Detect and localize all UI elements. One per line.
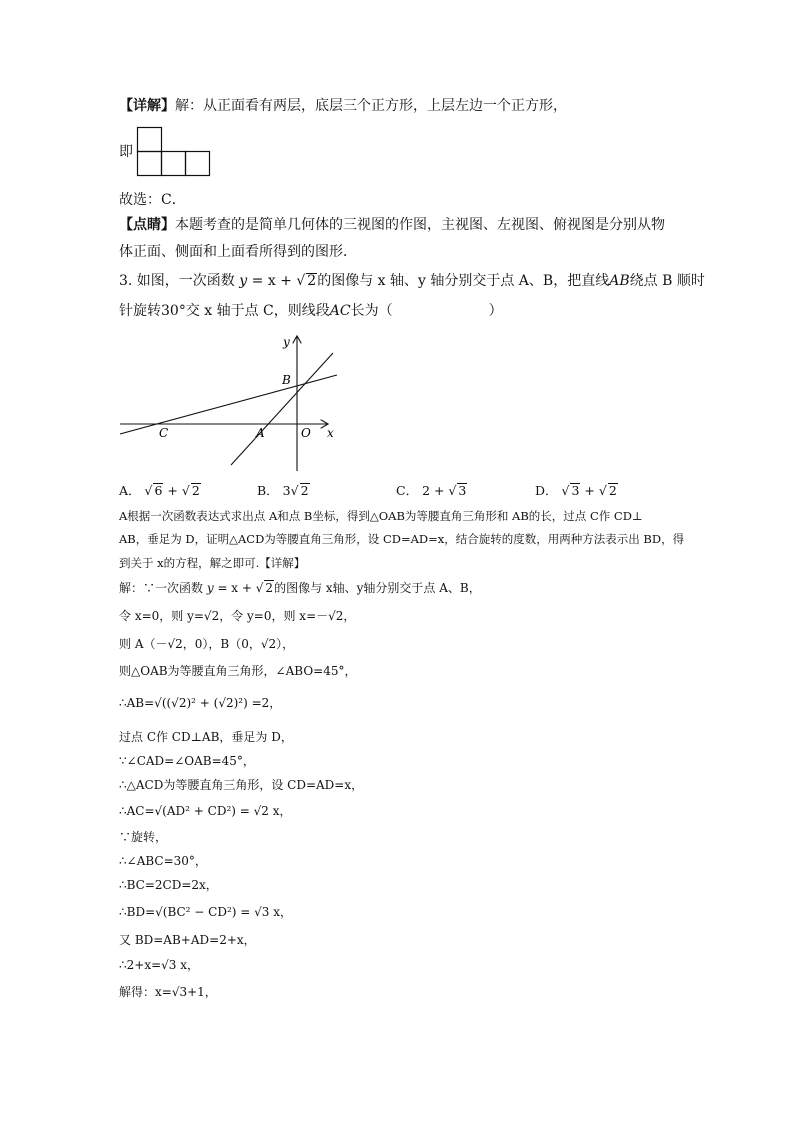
solution-line-3: 则 A（－√2，0），B（0，√2）， [119, 637, 295, 651]
ji-label: 即 [119, 144, 133, 160]
comment-tag: 【点睛】 [119, 217, 175, 233]
answer-line: 故选：C． [119, 192, 186, 208]
option-b [257, 481, 310, 499]
solution-line-16: 解得：x=√3+1， [119, 985, 217, 999]
option-a-label: A． [119, 483, 141, 498]
label-b: B [282, 373, 291, 387]
comment-text-1: 本题考查的是简单几何体的三视图的作图，主视图、左视图、俯视图是分别从物 [175, 217, 665, 233]
q3-text-b: 的图像与 x 轴、y 轴分别交于点 A、B，把直线 [317, 273, 610, 289]
q3-text-e: 长为（ [350, 303, 393, 319]
solution-line-1 [119, 579, 481, 597]
bottom-square-2 [162, 152, 186, 176]
question-3-line-2 [119, 301, 503, 321]
solution-line-7: ∵∠CAD=∠OAB=45°， [119, 754, 255, 768]
option-b-expr: 3√ 2 [282, 483, 309, 498]
label-x: x [327, 426, 334, 440]
option-c [396, 481, 467, 499]
bottom-square-1 [138, 152, 162, 176]
bottom-square-3 [186, 152, 210, 176]
detail-text: 解：从正面看有两层，底层三个正方形，上层左边一个正方形， [175, 98, 567, 114]
solution-function-formula: y = x + √ 2 [206, 581, 274, 595]
q3-text-c: 绕点 B 顺时 [629, 273, 705, 289]
question-3-line-1 [119, 271, 705, 291]
analysis-line-2: AB，垂足为 D，证明△ACD为等腰直角三角形，设 CD=AD=x，结合旋转的度数，用两种方法表示出 BD，得 [119, 532, 685, 546]
option-d-expr: √ 3 + √ 2 [561, 483, 617, 498]
label-y: y [283, 335, 290, 349]
solution-line-4: 则△OAB为等腰直角三角形，∠ABO=45°， [119, 664, 357, 678]
option-c-expr: 2 + √ 3 [422, 483, 467, 498]
solution-line-14: 又 BD=AB+AD=2+x， [119, 933, 256, 947]
analysis-line-3: 到关于 x的方程，解之即可.【详解】 [119, 556, 306, 570]
solution-1a: 解：∵一次函数 [119, 581, 204, 595]
label-a: A [256, 426, 265, 440]
q3-text-f: ） [488, 303, 503, 319]
label-c: C [159, 426, 169, 440]
coordinate-figure [115, 333, 345, 473]
solution-line-6: 过点 C作 CD⊥AB，垂足为 D， [119, 730, 293, 744]
solution-line-2: 令 x=0，则 y=√2，令 y=0，则 x=－√2， [119, 609, 356, 623]
detail-line [119, 96, 567, 116]
option-a [119, 481, 201, 499]
q3-text-d: 针旋转30°交 x 轴于点 C，则线段 [119, 303, 330, 319]
solution-line-15: ∴2+x=√3 x， [119, 958, 200, 972]
label-o: O [301, 426, 311, 440]
option-a-expr: √ 6 + √ 2 [144, 483, 200, 498]
solution-line-8: ∴△ACD为等腰直角三角形，设 CD=AD=x， [119, 778, 364, 792]
comment-line-1 [119, 215, 665, 235]
solution-line-12: ∴BC=2CD=2x， [119, 878, 218, 892]
line-ab [231, 353, 333, 465]
segment-ac-symbol: AC [329, 303, 351, 319]
option-d-label: D． [535, 483, 558, 498]
q3-text-a: 3. 如图，一次函数 [119, 273, 235, 289]
solution-line-5: ∴AB=√((√2)² + (√2)²) =2， [119, 696, 282, 710]
option-d [535, 481, 618, 499]
top-square [138, 128, 162, 152]
solution-line-9: ∴AC=√(AD² + CD²) = √2 x， [119, 804, 292, 818]
solution-line-13: ∴BD=√(BC² − CD²) = √3 x， [119, 905, 293, 919]
solution-line-10: ∵旋转， [119, 830, 168, 844]
option-b-label: B． [257, 483, 279, 498]
front-view-figure [136, 126, 212, 178]
solution-line-11: ∴∠ABC=30°， [119, 854, 207, 868]
analysis-line-1: A根据一次函数表达式求出点 A和点 B坐标，得到△OAB为等腰直角三角形和 AB的长，过点 C作 CD⊥ [119, 509, 643, 523]
option-c-label: C． [396, 483, 419, 498]
q3-function-formula: y = x + √ 2 [239, 273, 317, 289]
line-ab-symbol: AB [609, 273, 630, 289]
detail-tag: 【详解】 [119, 98, 175, 114]
comment-line-2: 体正面、侧面和上面看所得到的图形． [119, 244, 357, 260]
solution-1b: 的图像与 x轴、y轴分别交于点 A、B， [274, 581, 481, 595]
